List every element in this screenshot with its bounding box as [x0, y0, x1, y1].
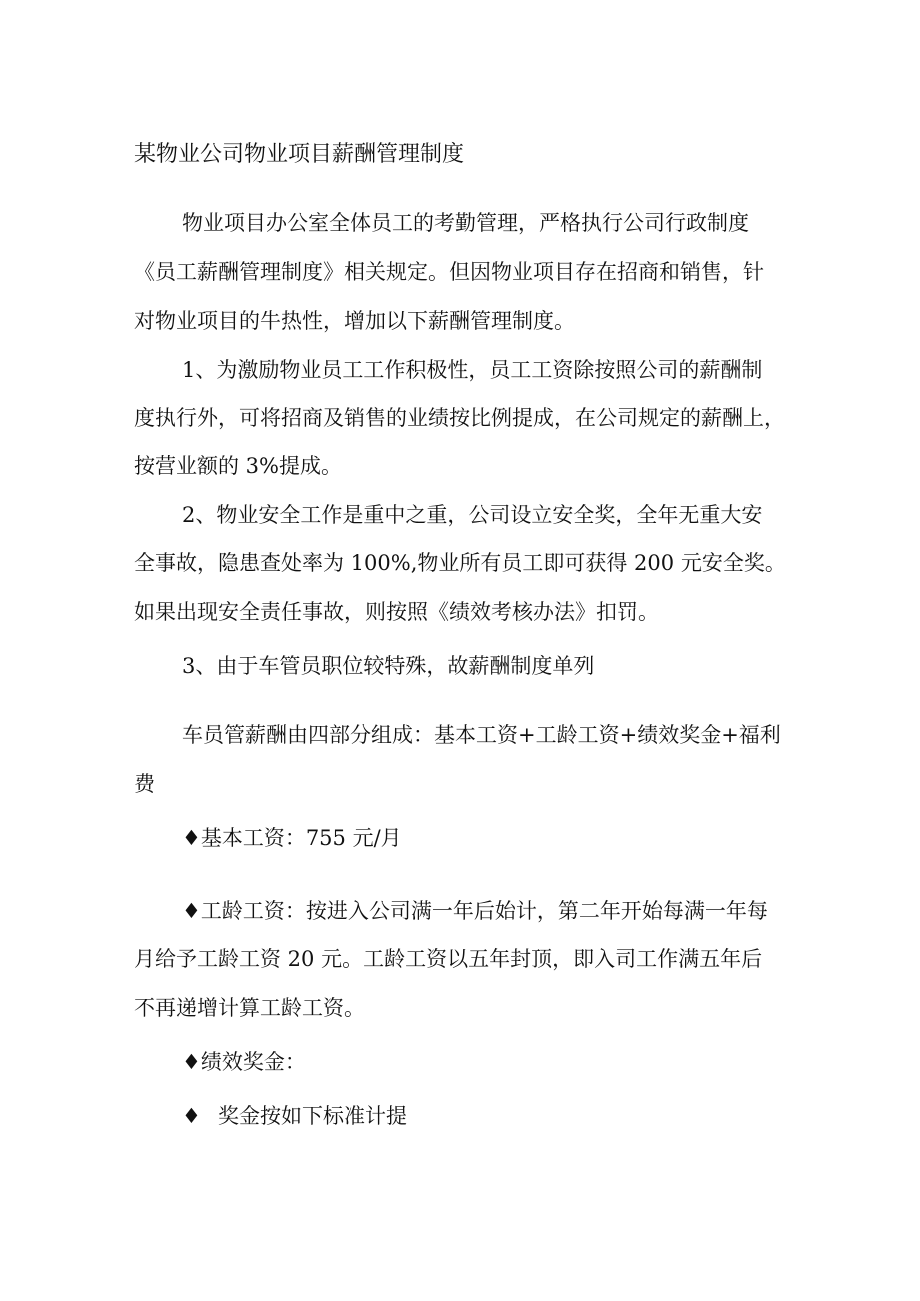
bonus-standard-text: 奖金按如下标准计提	[218, 1104, 407, 1128]
item1-line-3: 按营业额的 3%提成。	[134, 454, 342, 478]
intro-line-3: 对物业项目的牛热性，增加以下薪酬管理制度。	[134, 309, 575, 333]
item2-line-2: 全事故，隐患查处率为 100%,物业所有员工即可获得 200 元安全奖。	[134, 551, 786, 575]
item1-line-2: 度执行外，可将招商及销售的业绩按比例提成，在公司规定的薪酬上，	[134, 406, 785, 430]
bonus-bullet-icon: ♦	[182, 1104, 201, 1128]
seniority-line-2: 月给予工龄工资 20 元。工龄工资以五年封顶，即入司工作满五年后	[134, 947, 763, 971]
bonus-heading: ♦绩效奖金：	[182, 1050, 306, 1074]
base-salary-line: ♦基本工资：755 元/月	[182, 826, 402, 850]
composition-line-2: 费	[134, 772, 155, 796]
item1-line-1: 1、为激励物业员工工作积极性，员工工资除按照公司的薪酬制	[182, 358, 763, 382]
seniority-line-3: 不再递增计算工龄工资。	[134, 996, 365, 1020]
seniority-line-1: ♦工龄工资：按进入公司满一年后始计，第二年开始每满一年每	[182, 899, 768, 923]
intro-line-2: 《员工薪酬管理制度》相关规定。但因物业项目存在招商和销售，针	[134, 260, 764, 284]
item3-line: 3、由于车管员职位较特殊，故薪酬制度单列	[182, 654, 595, 678]
intro-line-1: 物业项目办公室全体员工的考勤管理，严格执行公司行政制度	[182, 211, 749, 235]
item2-line-3: 如果出现安全责任事故，则按照《绩效考核办法》扣罚。	[134, 600, 659, 624]
composition-line-1: 车员管薪酬由四部分组成：基本工资+工龄工资+绩效奖金+福利	[182, 723, 781, 747]
document-title: 某物业公司物业项目薪酬管理制度	[134, 142, 465, 167]
item2-line-1: 2、物业安全工作是重中之重，公司设立安全奖，全年无重大安	[182, 503, 763, 527]
